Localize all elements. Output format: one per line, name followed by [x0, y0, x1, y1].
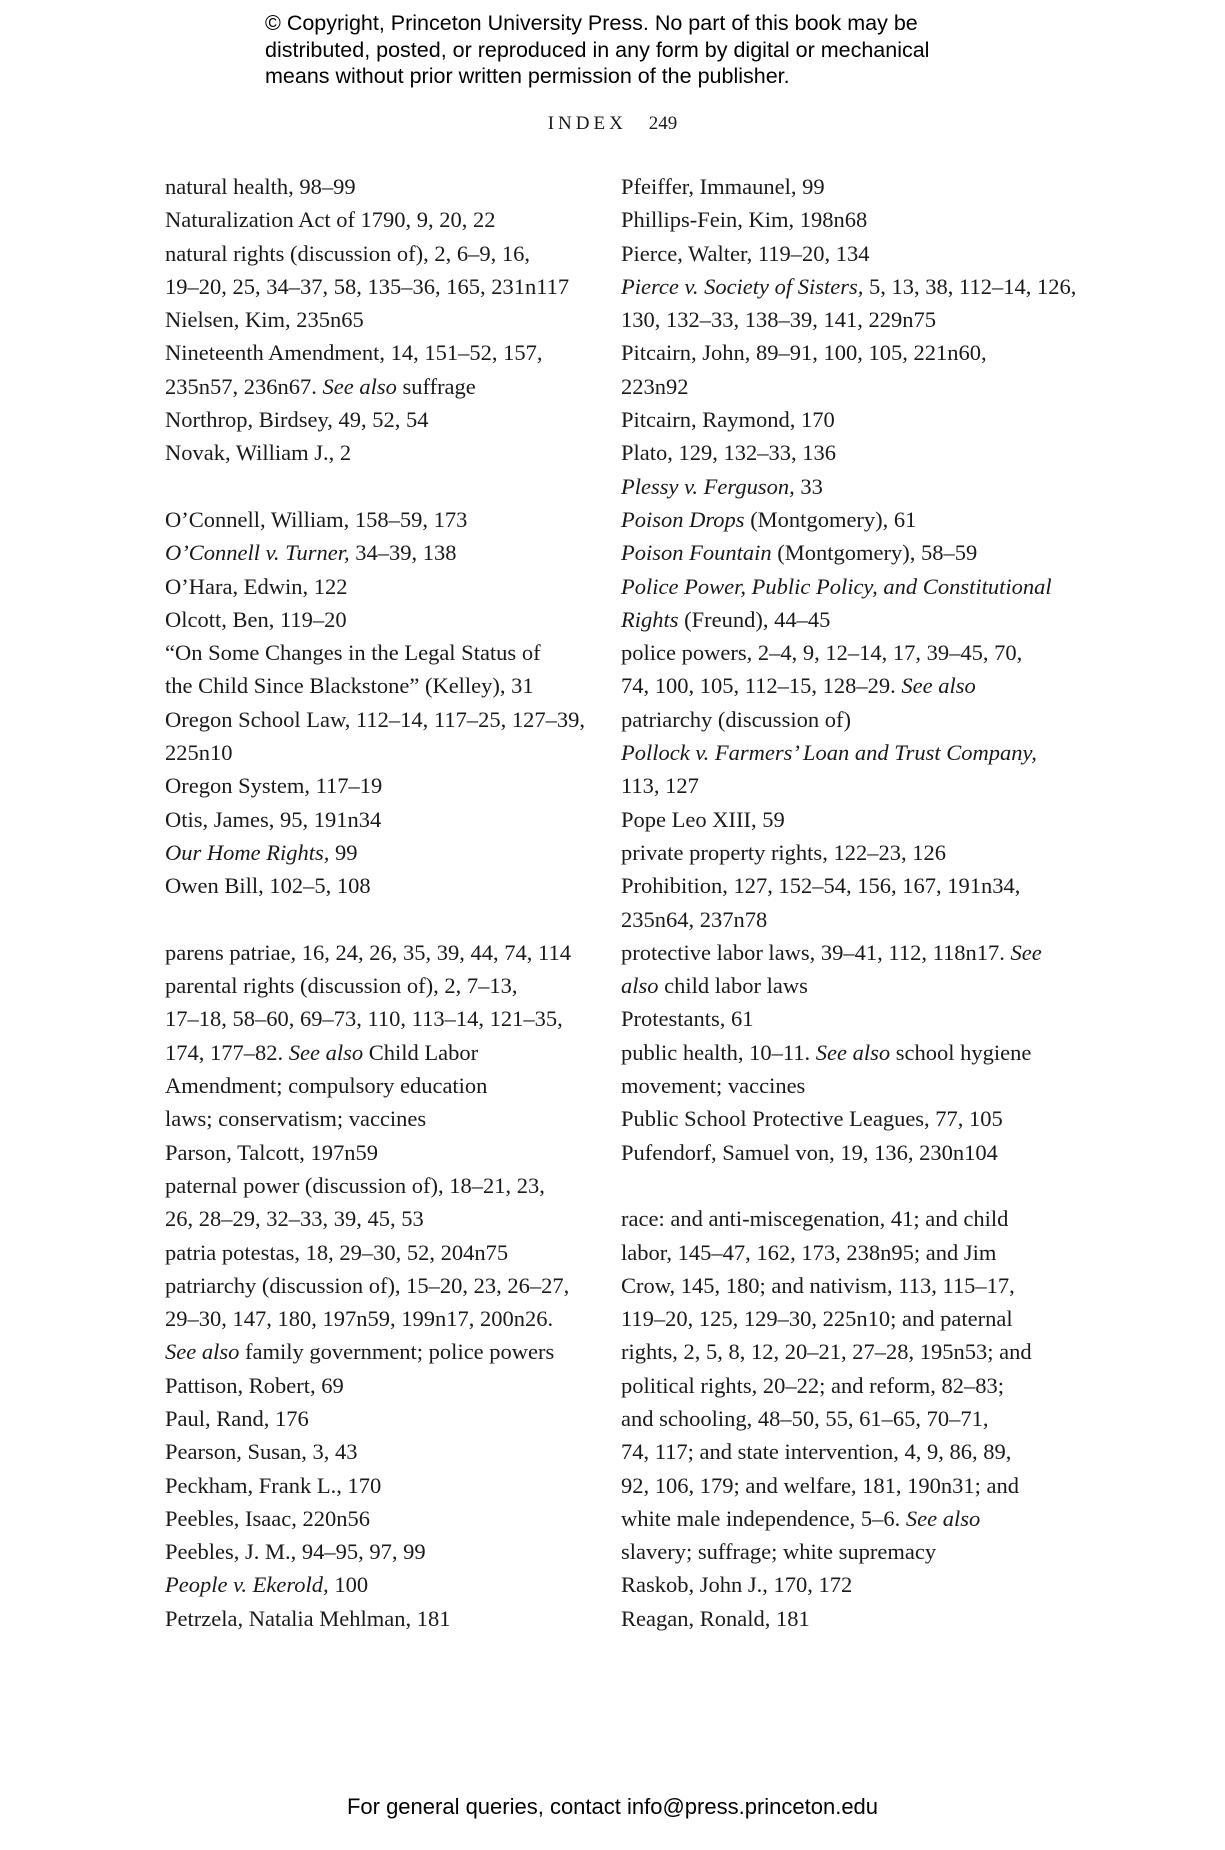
index-entry: Plessy v. Ferguson, 33	[621, 473, 823, 499]
copyright-line: © Copyright, Princeton University Press. No part of this book may be	[265, 11, 918, 35]
index-entry: Peebles, J. M., 94–95, 97, 99	[165, 1539, 426, 1565]
index-entry: Phillips-Fein, Kim, 198n68	[621, 207, 868, 233]
index-entry: public health, 10–11. See also school hygiene movement; vaccines	[621, 1039, 1032, 1099]
index-column-right	[621, 170, 1077, 1635]
index-entry: Plato, 129, 132–33, 136	[621, 440, 837, 466]
page-number: 249	[648, 113, 678, 134]
index-entry: natural rights (discussion of), 2, 6–9, 16, 19–20, 25, 34–37, 58, 135–36, 165, 231n117	[165, 240, 570, 299]
index-entry: natural health, 98–99	[165, 174, 356, 199]
index-entry: “On Some Changes in the Legal Status of the Child Since Blackstone” (Kelley), 31	[165, 640, 541, 699]
index-entry: Poison Fountain (Montgomery), 58–59	[621, 540, 978, 566]
index-entry: race: and anti-miscegenation, 41; and child labor, 145–47, 162, 173, 238n95; and Jim Crow, 145, 180; and nativism, 113, 115–17, 119–20, 125, 129–30, 225n10; and paternal rights, 2, 5, 8, 12, 20–21, 27–28, 195n53; and political rights, 20–22; and reform, 82–83; and schooling, 48–50, 55, 61–65, 70–71, 74, 117; and state intervention, 4, 9, 86, 89, 92, 106, 179; and welfare, 181, 190n31; and white male independence, 5–6. See also slavery; suffrage; white supremacy	[621, 1206, 1032, 1565]
index-entry: Otis, James, 95, 191n34	[165, 806, 382, 832]
index-entry: Nielsen, Kim, 235n65	[165, 307, 364, 333]
running-head-label: INDEX	[547, 113, 627, 134]
index-entry: Police Power, Public Policy, and Constitutional Rights (Freund), 44–45	[621, 573, 1052, 632]
index-entry: O’Connell, William, 158–59, 173	[165, 506, 468, 532]
index-entry: Pope Leo XIII, 59	[621, 806, 785, 832]
copyright-line: means without prior written permission of the publisher.	[265, 64, 790, 88]
copyright-line: distributed, posted, or reproduced in any form by digital or mechanical	[265, 37, 930, 62]
index-entry: Pitcairn, Raymond, 170	[621, 407, 835, 433]
index-entry: Northrop, Birdsey, 49, 52, 54	[165, 407, 429, 433]
index-entry: Prohibition, 127, 152–54, 156, 167, 191n34, 235n64, 237n78	[621, 873, 1021, 932]
index-entry: O’Connell v. Turner, 34–39, 138	[165, 540, 457, 566]
index-entry: police powers, 2–4, 9, 12–14, 17, 39–45, 70, 74, 100, 105, 112–15, 128–29. See also patriarchy (discussion of)	[621, 640, 1023, 732]
index-entry: paternal power (discussion of), 18–21, 23, 26, 28–29, 32–33, 39, 45, 53	[165, 1172, 545, 1232]
index-entry: parental rights (discussion of), 2, 7–13, 17–18, 58–60, 69–73, 110, 113–14, 121–35, 174, 177–82. See also Child Labor Amendment; compulsory education laws; conservatism; vaccines	[165, 973, 563, 1132]
index-entry: Pearson, Susan, 3, 43	[165, 1439, 358, 1465]
index-column-left	[165, 170, 620, 1635]
index-entry: Poison Drops (Montgomery), 61	[621, 506, 917, 532]
index-entry: Peebles, Isaac, 220n56	[165, 1505, 370, 1531]
index-entry: Olcott, Ben, 119–20	[165, 606, 347, 632]
index-entry: Pitcairn, John, 89–91, 100, 105, 221n60, 223n92	[621, 340, 987, 399]
index-entry: private property rights, 122–23, 126	[621, 839, 946, 865]
index-entry: Naturalization Act of 1790, 9, 20, 22	[165, 207, 496, 233]
index-entry: Protestants, 61	[621, 1006, 754, 1032]
index-entry: Paul, Rand, 176	[165, 1405, 309, 1431]
index-entry: Pufendorf, Samuel von, 19, 136, 230n104	[621, 1139, 998, 1165]
index-entry: parens patriae, 16, 24, 26, 35, 39, 44, 74, 114	[165, 939, 571, 965]
index-entry: Nineteenth Amendment, 14, 151–52, 157, 235n57, 236n67. See also suffrage	[165, 340, 543, 399]
index-entry: Parson, Talcott, 197n59	[165, 1139, 378, 1165]
index-entry: Peckham, Frank L., 170	[165, 1472, 382, 1498]
copyright-notice	[265, 10, 1025, 90]
index-entry: Public School Protective Leagues, 77, 105	[621, 1106, 1003, 1132]
index-entry: Pollock v. Farmers’ Loan and Trust Company, 113, 127	[621, 740, 1037, 799]
index-entry: Oregon System, 117–19	[165, 773, 383, 799]
running-head	[0, 113, 1225, 135]
index-entry: Pfeiffer, Immaunel, 99	[621, 174, 825, 199]
index-entry: Reagan, Ronald, 181	[621, 1605, 810, 1631]
index-entry: Pierce v. Society of Sisters, 5, 13, 38, 112–14, 126, 130, 132–33, 138–39, 141, 229n75	[621, 273, 1077, 333]
index-entry: Raskob, John J., 170, 172	[621, 1572, 853, 1598]
index-entry: Our Home Rights, 99	[165, 839, 358, 865]
index-entry: Oregon School Law, 112–14, 117–25, 127–39, 225n10	[165, 706, 585, 766]
index-entry: Novak, William J., 2	[165, 440, 352, 466]
index-entry: patriarchy (discussion of), 15–20, 23, 26–27, 29–30, 147, 180, 197n59, 199n17, 200n26. See also family government; police powers	[165, 1272, 570, 1365]
index-entry: O’Hara, Edwin, 122	[165, 573, 348, 599]
index-entry: patria potestas, 18, 29–30, 52, 204n75	[165, 1239, 509, 1265]
index-entry: protective labor laws, 39–41, 112, 118n17. See also child labor laws	[621, 939, 1042, 999]
index-entry: Pierce, Walter, 119–20, 134	[621, 240, 870, 266]
index-entry: Owen Bill, 102–5, 108	[165, 873, 371, 899]
index-entry: Petrzela, Natalia Mehlman, 181	[165, 1605, 451, 1631]
index-entry: Pattison, Robert, 69	[165, 1372, 344, 1398]
footer-contact: For general queries, contact info@press.princeton.edu	[346, 1794, 879, 1819]
index-entry: People v. Ekerold, 100	[165, 1572, 369, 1598]
